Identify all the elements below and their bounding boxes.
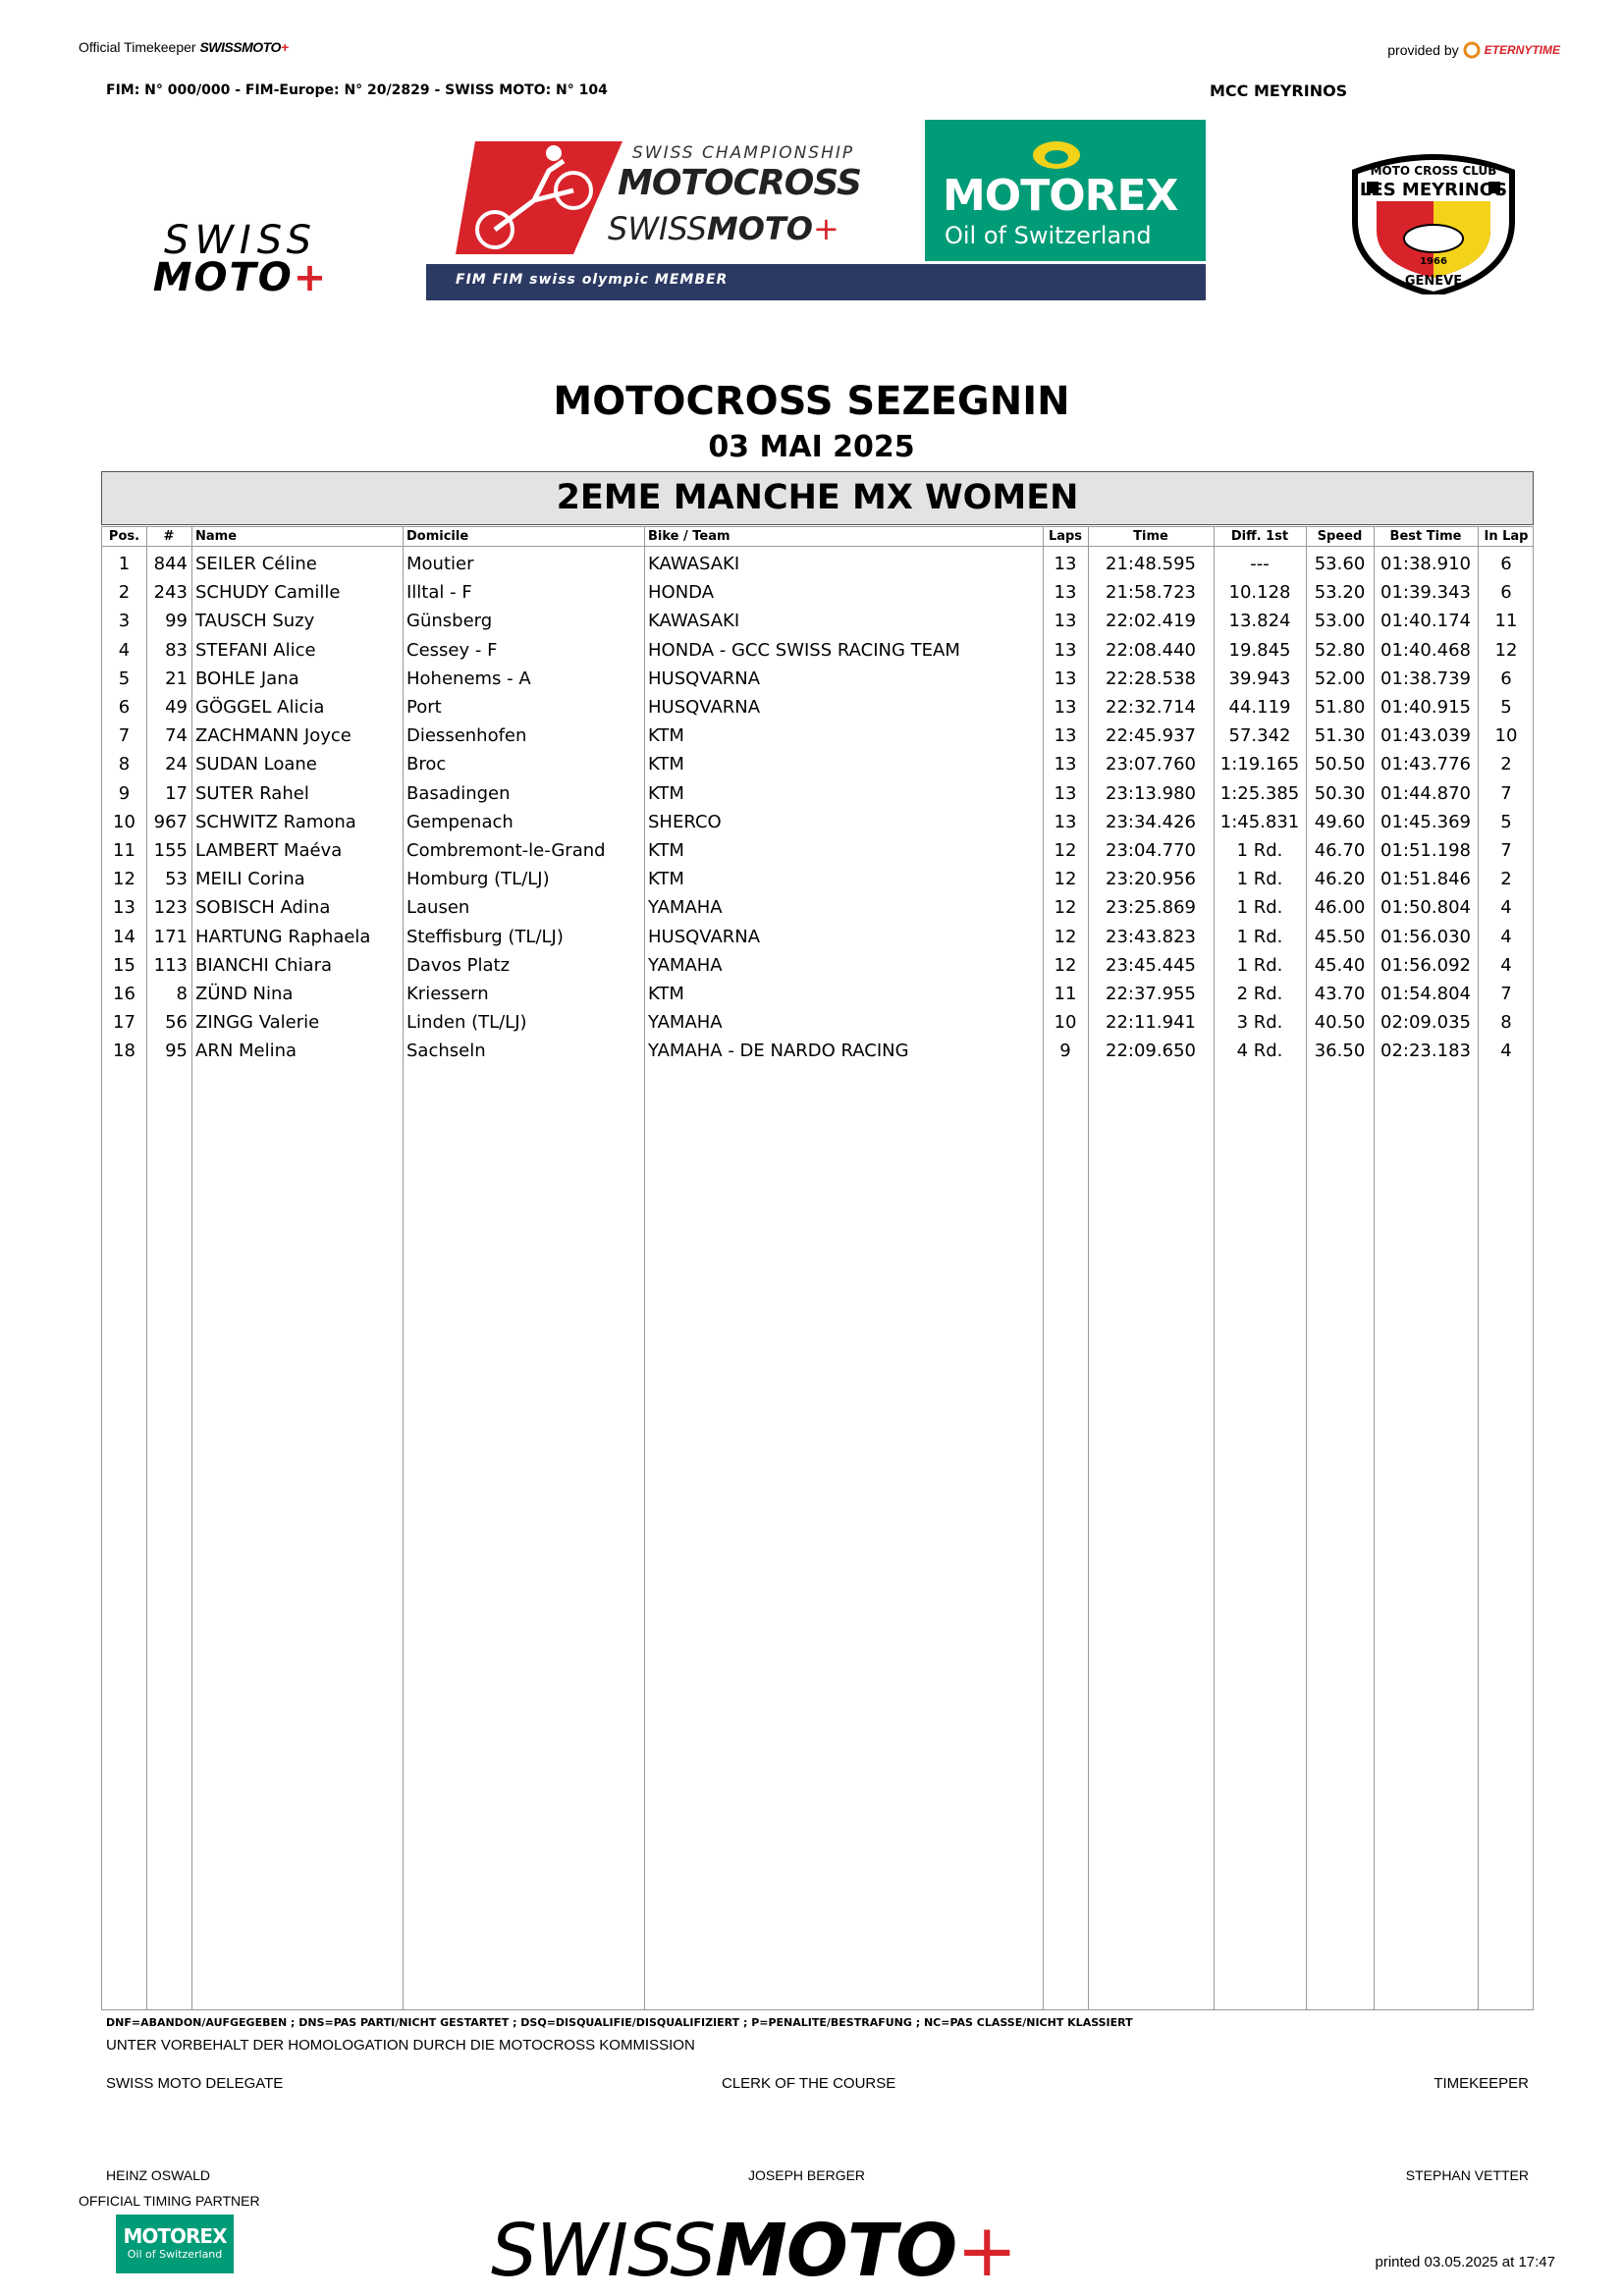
table-row (102, 721, 1533, 749)
cell-bike: YAMAHA (648, 897, 723, 919)
swiss-cross-icon: + (293, 255, 329, 300)
banner-motocross-panel (426, 120, 925, 264)
cell-best: 01:40.915 (1380, 697, 1471, 718)
cell-inlap: 6 (1500, 667, 1512, 689)
club-logo-bottom: GENEVE (1404, 274, 1463, 289)
cell-pos: 14 (113, 926, 135, 947)
cell-laps: 12 (1054, 954, 1077, 976)
cell-domicile: Basadingen (406, 782, 511, 804)
cell-laps: 13 (1054, 667, 1077, 689)
header-diff: Diff. 1st (1230, 529, 1289, 544)
cell-diff: 44.119 (1228, 697, 1291, 718)
timekeeper-text: Official Timekeeper (79, 39, 196, 55)
cell-laps: 13 (1054, 554, 1077, 574)
banner-oil-of-switzerland: Oil of Switzerland (945, 222, 1152, 249)
cell-diff: 2 Rd. (1236, 984, 1283, 1004)
cell-time: 22:45.937 (1106, 725, 1196, 747)
event-date: 03 MAI 2025 (708, 430, 915, 464)
cell-speed: 46.20 (1314, 869, 1366, 890)
cell-bike: KTM (648, 782, 684, 804)
cell-domicile: Port (406, 697, 442, 718)
cell-bike: YAMAHA - DE NARDO RACING (648, 1041, 909, 1062)
motorex-partner-logo (116, 2215, 234, 2273)
cell-inlap: 2 (1500, 869, 1512, 890)
club-logo-top: MOTO CROSS CLUB (1370, 164, 1497, 178)
cell-best: 01:43.776 (1380, 754, 1471, 775)
cell-best: 01:44.870 (1380, 782, 1471, 804)
cell-best: 01:50.804 (1380, 897, 1471, 919)
cell-laps: 12 (1054, 897, 1077, 919)
cell-speed: 51.30 (1314, 725, 1366, 747)
table-row (102, 864, 1533, 892)
cell-name: ZACHMANN Joyce (195, 725, 352, 747)
cell-num: 17 (165, 782, 188, 804)
results-table (101, 526, 1534, 2010)
table-row (102, 835, 1533, 864)
cell-inlap: 4 (1500, 897, 1512, 919)
table-row (102, 549, 1533, 577)
cell-laps: 13 (1054, 582, 1077, 604)
cell-best: 01:38.910 (1380, 554, 1471, 574)
cell-domicile: Steffisburg (TL/LJ) (406, 926, 564, 947)
cell-inlap: 5 (1500, 811, 1512, 832)
cell-time: 23:43.823 (1106, 926, 1196, 947)
table-row (102, 1036, 1533, 1064)
cell-bike: YAMAHA (648, 1012, 723, 1034)
cell-laps: 11 (1054, 984, 1077, 1004)
cell-bike: KTM (648, 984, 684, 1004)
cell-diff: 10.128 (1228, 582, 1291, 604)
cell-name: LAMBERT Maéva (195, 840, 343, 861)
cell-num: 99 (165, 611, 188, 632)
cell-name: STEFANI Alice (195, 639, 316, 661)
cell-domicile: Homburg (TL/LJ) (406, 869, 550, 890)
clerk-name: JOSEPH BERGER (748, 2167, 866, 2183)
timing-partner-label: OFFICIAL TIMING PARTNER (79, 2193, 260, 2209)
cell-laps: 13 (1054, 611, 1077, 632)
header-bike-team: Bike / Team (648, 529, 730, 544)
cell-pos: 6 (118, 697, 131, 718)
cell-time: 22:37.955 (1106, 984, 1196, 1004)
cell-best: 01:45.369 (1380, 811, 1471, 832)
cell-bike: KTM (648, 725, 684, 747)
cell-inlap: 4 (1500, 954, 1512, 976)
cell-inlap: 6 (1500, 554, 1512, 574)
homologation-note: UNTER VORBEHALT DER HOMOLOGATION DURCH DIE MOTOCROSS KOMMISSION (106, 2037, 695, 2054)
cell-speed: 53.60 (1314, 554, 1366, 574)
cell-time: 23:25.869 (1106, 897, 1196, 919)
cell-diff: --- (1250, 554, 1270, 574)
cell-bike: HUSQVARNA (648, 667, 761, 689)
legend: DNF=ABANDON/AUFGEGEBEN ; DNS=PAS PARTI/NICHT GESTARTET ; DSQ=DISQUALIFIE/DISQUALIFIZIERT ; P=PENALITE/BESTRAFUNG ; NC=PAS CLASSE/NICHT KLASSIERT (106, 2016, 1133, 2029)
cell-name: SUTER Rahel (195, 782, 309, 804)
cell-inlap: 4 (1500, 1041, 1512, 1062)
cell-inlap: 11 (1494, 611, 1518, 632)
cell-domicile: Broc (406, 754, 447, 775)
cell-inlap: 6 (1500, 582, 1512, 604)
cell-time: 21:58.723 (1106, 582, 1196, 604)
cell-speed: 50.50 (1314, 754, 1366, 775)
cell-bike: KAWASAKI (648, 611, 740, 632)
cell-diff: 1 Rd. (1236, 840, 1283, 861)
banner-swiss-championship: SWISS CHAMPIONSHIP (632, 143, 855, 163)
cell-pos: 16 (113, 984, 135, 1004)
header-in-lap: In Lap (1484, 529, 1529, 544)
cell-laps: 12 (1054, 926, 1077, 947)
cell-name: SEILER Céline (195, 554, 317, 574)
cell-bike: KTM (648, 869, 684, 890)
cell-bike: SHERCO (648, 811, 722, 832)
cell-num: 155 (153, 840, 188, 861)
cell-time: 23:20.956 (1106, 869, 1196, 890)
cell-diff: 1:25.385 (1219, 782, 1300, 804)
cell-inlap: 10 (1494, 725, 1518, 747)
cell-bike: HONDA (648, 582, 715, 604)
clerk-role: CLERK OF THE COURSE (722, 2075, 896, 2092)
cell-bike: KTM (648, 840, 684, 861)
cell-best: 02:09.035 (1380, 1012, 1471, 1034)
motorex-partner-oil: Oil of Switzerland (127, 2248, 223, 2261)
provided-by-text: provided by (1387, 42, 1459, 58)
cell-laps: 12 (1054, 869, 1077, 890)
cell-laps: 13 (1054, 811, 1077, 832)
cell-inlap: 8 (1500, 1012, 1512, 1034)
cell-domicile: Linden (TL/LJ) (406, 1012, 527, 1034)
club-logo-mid: LES MEYRINOS (1359, 180, 1508, 200)
cell-name: SUDAN Loane (195, 754, 317, 775)
swiss-cross-icon: + (280, 39, 289, 55)
cell-diff: 1:45.831 (1219, 811, 1300, 832)
cell-name: MEILI Corina (195, 869, 305, 890)
banner-partner-strip (426, 264, 1206, 300)
cell-best: 01:38.739 (1380, 667, 1471, 689)
table-row (102, 606, 1533, 634)
header-name: Name (195, 529, 238, 544)
cell-best: 01:40.468 (1380, 639, 1471, 661)
cell-best: 01:40.174 (1380, 611, 1471, 632)
swiss-moto-logo-line2 (137, 255, 344, 300)
cell-speed: 36.50 (1314, 1041, 1366, 1062)
banner-motorex: MOTOREX (943, 171, 1178, 221)
table-row (102, 979, 1533, 1007)
cell-speed: 43.70 (1314, 984, 1366, 1004)
cell-pos: 18 (113, 1041, 135, 1062)
event-title: MOTOCROSS SEZEGNIN (553, 379, 1070, 424)
cell-pos: 7 (118, 725, 131, 747)
cell-speed: 52.80 (1314, 639, 1366, 661)
cell-name: TAUSCH Suzy (195, 611, 315, 632)
cell-diff: 1 Rd. (1236, 869, 1283, 890)
cell-pos: 2 (118, 582, 131, 604)
cell-diff: 19.845 (1228, 639, 1291, 661)
table-row (102, 778, 1533, 807)
cell-speed: 52.00 (1314, 667, 1366, 689)
cell-time: 22:08.440 (1106, 639, 1196, 661)
cell-diff: 57.342 (1228, 725, 1291, 747)
swiss-cross-icon: + (956, 2209, 1017, 2293)
table-row (102, 692, 1533, 721)
cell-name: BOHLE Jana (195, 667, 299, 689)
cell-best: 02:23.183 (1380, 1041, 1471, 1062)
cell-time: 23:04.770 (1106, 840, 1196, 861)
cell-name: BIANCHI Chiara (195, 954, 333, 976)
cell-pos: 13 (113, 897, 135, 919)
cell-pos: 11 (113, 840, 135, 861)
printed-timestamp: printed 03.05.2025 at 17:47 (1375, 2254, 1555, 2270)
cell-diff: 3 Rd. (1236, 1012, 1283, 1034)
cell-pos: 17 (113, 1012, 135, 1034)
cell-name: GÖGGEL Alicia (195, 697, 325, 718)
cell-best: 01:56.030 (1380, 926, 1471, 947)
cell-bike: HUSQVARNA (648, 926, 761, 947)
cell-inlap: 4 (1500, 926, 1512, 947)
cell-speed: 51.80 (1314, 697, 1366, 718)
table-row (102, 950, 1533, 979)
cell-pos: 10 (113, 811, 135, 832)
cell-domicile: Kriessern (406, 984, 489, 1004)
timekeeper-brand-b: MOTO (242, 39, 281, 55)
club-logo-year: 1966 (1420, 256, 1447, 267)
club-logo (1347, 152, 1520, 294)
cell-domicile: Illtal - F (406, 582, 472, 604)
header-domicile: Domicile (406, 529, 469, 544)
header-num: # (163, 529, 175, 544)
cell-time: 22:11.941 (1106, 1012, 1196, 1034)
cell-num: 171 (153, 926, 188, 947)
cell-time: 21:48.595 (1106, 554, 1196, 574)
cell-time: 23:34.426 (1106, 811, 1196, 832)
cell-diff: 39.943 (1228, 667, 1291, 689)
header-laps: Laps (1048, 529, 1083, 544)
timekeeper-label (79, 39, 289, 55)
cell-best: 01:51.846 (1380, 869, 1471, 890)
header-best-time: Best Time (1389, 529, 1462, 544)
cell-inlap: 12 (1494, 639, 1518, 661)
cell-num: 83 (165, 639, 188, 661)
cell-inlap: 2 (1500, 754, 1512, 775)
cell-pos: 12 (113, 869, 135, 890)
swiss-moto-logo-moto: MOTO (152, 255, 294, 300)
cell-diff: 1 Rd. (1236, 926, 1283, 947)
cell-inlap: 5 (1500, 697, 1512, 718)
eternytime-icon (1463, 41, 1481, 59)
cell-pos: 8 (118, 754, 131, 775)
cell-pos: 9 (118, 782, 131, 804)
table-row (102, 1007, 1533, 1036)
cell-speed: 45.40 (1314, 954, 1366, 976)
cell-domicile: Lausen (406, 897, 470, 919)
cell-time: 23:07.760 (1106, 754, 1196, 775)
cell-num: 49 (165, 697, 188, 718)
cell-num: 844 (153, 554, 188, 574)
cell-time: 23:13.980 (1106, 782, 1196, 804)
cell-domicile: Moutier (406, 554, 474, 574)
provided-by (1387, 41, 1560, 59)
cell-domicile: Diessenhofen (406, 725, 527, 747)
cell-bike: KAWASAKI (648, 554, 740, 574)
class-title: 2EME MANCHE MX WOMEN (101, 471, 1534, 525)
cell-laps: 13 (1054, 754, 1077, 775)
banner-swissmoto-a: SWISS (608, 210, 707, 247)
cell-name: SCHUDY Camille (195, 582, 341, 604)
table-row (102, 577, 1533, 606)
table-row (102, 635, 1533, 664)
cell-pos: 3 (118, 611, 131, 632)
cell-num: 123 (153, 897, 188, 919)
motorex-drop-icon (1027, 133, 1086, 173)
cell-pos: 5 (118, 667, 131, 689)
cell-num: 24 (165, 754, 188, 775)
cell-num: 53 (165, 869, 188, 890)
cell-laps: 10 (1054, 1012, 1077, 1034)
cell-domicile: Hohenems - A (406, 667, 531, 689)
cell-num: 8 (176, 984, 188, 1004)
timekeeper-name: STEPHAN VETTER (1405, 2167, 1529, 2183)
cell-domicile: Combremont-le-Grand (406, 840, 606, 861)
cell-name: SCHWITZ Ramona (195, 811, 356, 832)
swiss-moto-logo-line1: SWISS (163, 218, 318, 263)
timekeeper-brand-a: SWISS (199, 39, 243, 55)
table-row (102, 664, 1533, 692)
cell-diff: 1:19.165 (1219, 754, 1300, 775)
cell-num: 21 (165, 667, 188, 689)
cell-num: 113 (153, 954, 188, 976)
delegate-role: SWISS MOTO DELEGATE (106, 2075, 284, 2092)
cell-inlap: 7 (1500, 782, 1512, 804)
header-pos: Pos. (108, 529, 140, 544)
cell-speed: 53.00 (1314, 611, 1366, 632)
cell-bike: KTM (648, 754, 684, 775)
footer-swissmoto-logo (491, 2209, 1016, 2293)
cell-inlap: 7 (1500, 840, 1512, 861)
cell-pos: 1 (118, 554, 131, 574)
club-name: MCC MEYRINOS (1210, 81, 1348, 100)
table-row (102, 892, 1533, 921)
cell-speed: 53.20 (1314, 582, 1366, 604)
table-row (102, 807, 1533, 835)
cell-bike: HONDA - GCC SWISS RACING TEAM (648, 639, 960, 661)
footer-logo-moto: MOTO (715, 2209, 957, 2293)
banner-motorex-panel (925, 120, 1206, 261)
cell-best: 01:56.092 (1380, 954, 1471, 976)
fim-line: FIM: N° 000/000 - FIM-Europe: N° 20/2829 - SWISS MOTO: N° 104 (106, 82, 608, 98)
cell-time: 22:09.650 (1106, 1041, 1196, 1062)
cell-time: 22:32.714 (1106, 697, 1196, 718)
timekeeper-brand (199, 39, 288, 55)
cell-bike: YAMAHA (648, 954, 723, 976)
delegate-name: HEINZ OSWALD (106, 2167, 211, 2183)
cell-domicile: Cessey - F (406, 639, 498, 661)
cell-num: 95 (165, 1041, 188, 1062)
cell-best: 01:54.804 (1380, 984, 1471, 1004)
banner-swissmoto (608, 210, 839, 247)
table-header (102, 527, 1533, 547)
cell-diff: 13.824 (1228, 611, 1291, 632)
cell-speed: 50.30 (1314, 782, 1366, 804)
cell-laps: 13 (1054, 782, 1077, 804)
cell-laps: 12 (1054, 840, 1077, 861)
cell-name: ARN Melina (195, 1041, 298, 1062)
cell-diff: 1 Rd. (1236, 954, 1283, 976)
cell-name: HARTUNG Raphaela (195, 926, 371, 947)
cell-speed: 49.60 (1314, 811, 1366, 832)
cell-domicile: Günsberg (406, 611, 493, 632)
cell-laps: 13 (1054, 639, 1077, 661)
cell-num: 967 (153, 811, 188, 832)
cell-best: 01:51.198 (1380, 840, 1471, 861)
cell-laps: 13 (1054, 725, 1077, 747)
cell-domicile: Gempenach (406, 811, 514, 832)
swiss-moto-logo (137, 218, 344, 300)
timekeeper-role: TIMEKEEPER (1434, 2075, 1529, 2092)
cell-num: 56 (165, 1012, 188, 1034)
cell-num: 243 (153, 582, 188, 604)
cell-laps: 13 (1054, 697, 1077, 718)
eternytime-logo: ETERNYTIME (1484, 43, 1560, 57)
cell-diff: 4 Rd. (1236, 1041, 1283, 1062)
cell-speed: 45.50 (1314, 926, 1366, 947)
cell-name: ZINGG Valerie (195, 1012, 320, 1034)
header-speed: Speed (1317, 529, 1363, 544)
banner-swissmoto-b: MOTO (706, 210, 813, 247)
swiss-cross-icon: + (812, 210, 839, 247)
cell-laps: 9 (1059, 1041, 1071, 1062)
motorex-partner-name: MOTOREX (123, 2224, 227, 2248)
banner-motocross: MOTOCROSS (618, 163, 861, 203)
cell-inlap: 7 (1500, 984, 1512, 1004)
cell-pos: 4 (118, 639, 131, 661)
cell-speed: 40.50 (1314, 1012, 1366, 1034)
table-row (102, 749, 1533, 777)
cell-domicile: Davos Platz (406, 954, 511, 976)
cell-pos: 15 (113, 954, 135, 976)
cell-num: 74 (165, 725, 188, 747)
cell-time: 22:28.538 (1106, 667, 1196, 689)
cell-time: 22:02.419 (1106, 611, 1196, 632)
championship-banner (426, 120, 1206, 300)
header-time: Time (1133, 529, 1168, 544)
cell-diff: 1 Rd. (1236, 897, 1283, 919)
cell-bike: HUSQVARNA (648, 697, 761, 718)
footer-logo-swiss: SWISS (491, 2209, 716, 2293)
banner-fim-text: FIM FIM swiss olympic MEMBER (456, 272, 729, 288)
cell-best: 01:43.039 (1380, 725, 1471, 747)
cell-name: SOBISCH Adina (195, 897, 331, 919)
cell-domicile: Sachseln (406, 1041, 486, 1062)
table-row (102, 922, 1533, 950)
cell-name: ZÜND Nina (195, 984, 294, 1004)
cell-time: 23:45.445 (1106, 954, 1196, 976)
cell-speed: 46.70 (1314, 840, 1366, 861)
cell-best: 01:39.343 (1380, 582, 1471, 604)
cell-speed: 46.00 (1314, 897, 1366, 919)
